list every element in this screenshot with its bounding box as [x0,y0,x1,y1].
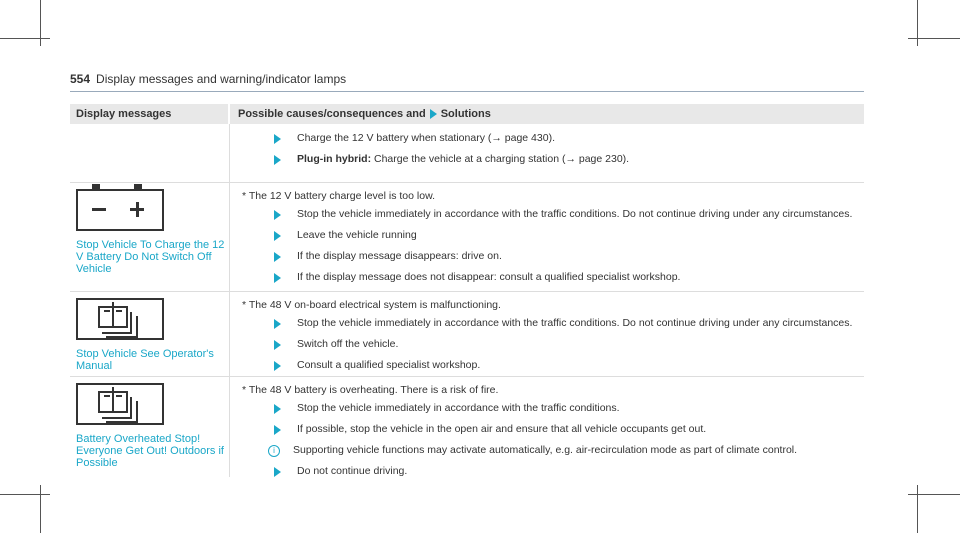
table-row [70,183,864,292]
warning-message: Stop Vehicle See Operator's Manual [76,348,214,372]
info-note [238,444,864,457]
page-title: Display messages and warning/indicator lamps [96,72,347,86]
col-header-causes [230,104,864,124]
solution-step [238,402,864,415]
cause-text: * The 12 V battery charge level is too low. [242,190,435,202]
info-icon: i [268,445,280,457]
crop-mark [0,494,50,495]
solution-step [238,153,864,166]
crop-mark [40,0,41,46]
crop-mark [908,494,960,495]
solution-step [238,229,864,242]
col-header-messages: Display messages [70,104,230,124]
page-header [70,72,346,86]
crop-mark [908,38,960,39]
solution-cell [230,292,864,376]
step-arrow-icon [274,340,281,350]
solution-step [238,271,864,284]
step-arrow-icon [274,319,281,329]
48v-battery-icon [76,298,164,340]
48v-battery-icon [76,383,164,425]
step-arrow-icon [274,273,281,283]
step-text: Switch off the vehicle. [297,338,399,350]
step-arrow-icon [274,210,281,220]
header-rule [70,91,864,92]
step-text: If possible, stop the vehicle in the open air and ensure that all vehicle occupants get out. [297,423,707,435]
message-cell [70,292,230,376]
solution-step [238,423,864,436]
col-header-causes-label: Possible causes/consequences and [238,108,426,120]
cause-text: * The 48 V battery is overheating. There is a risk of fire. [242,384,499,396]
step-arrow-icon [274,467,281,477]
table-header [70,104,864,124]
step-arrow-icon [274,425,281,435]
crop-mark [0,38,50,39]
step-text: Do not continue driving. [297,465,408,477]
step-arrow-icon [274,134,281,144]
step-arrow-icon [274,361,281,371]
step-arrow-icon [274,404,281,414]
crop-mark [917,485,918,533]
step-text: Stop the vehicle immediately in accordance with the traffic conditions. Do not continue driving under any circumstances. [297,208,853,220]
step-arrow-icon [274,155,281,165]
step-text: If the display message does not disappear: consult a qualified specialist workshop. [297,271,681,283]
step-text: Charge the vehicle at a charging station (→ page 230). [374,153,630,165]
12v-battery-icon [76,189,164,231]
crop-mark [40,485,41,533]
step-text: Charge the 12 V battery when stationary (→ page 430). [297,132,555,144]
solution-cell [230,124,864,182]
warning-message: Stop Vehicle To Charge the 12 V Battery Do Not Switch Off Vehicle [76,239,225,275]
solution-step [238,208,864,221]
solution-step [238,338,864,351]
solution-step [238,465,864,478]
solution-cell [230,183,864,291]
step-text: Leave the vehicle running [297,229,417,241]
note-text: Supporting vehicle functions may activate automatically, e.g. air-recirculation mode as part of climate control. [293,444,798,456]
solution-step [238,132,864,145]
crop-mark [917,0,918,46]
col-header-solutions-label: Solutions [440,108,491,120]
message-cell [70,377,230,477]
table-row [70,124,864,183]
step-bold: Plug-in hybrid: [297,153,372,165]
table-row [70,292,864,377]
messages-table [70,104,864,477]
solution-arrow-icon [430,109,437,119]
step-text: Stop the vehicle immediately in accordance with the traffic conditions. [297,402,620,414]
cause-text: * The 48 V on-board electrical system is malfunctioning. [242,299,501,311]
solution-step [238,359,864,372]
step-text: If the display message disappears: drive on. [297,250,502,262]
solution-cell [230,377,864,477]
page-number: 554 [70,72,91,86]
warning-message: Battery Overheated Stop! Everyone Get Out! Outdoors if Possible [76,433,224,469]
solution-step [238,317,864,330]
step-text: Stop the vehicle immediately in accordance with the traffic conditions. Do not continue driving under any circumstances. [297,317,853,329]
solution-step [238,250,864,263]
table-row [70,377,864,477]
step-arrow-icon [274,231,281,241]
step-arrow-icon [274,252,281,262]
message-cell [70,124,230,182]
message-cell [70,183,230,291]
step-text: Consult a qualified specialist workshop. [297,359,481,371]
